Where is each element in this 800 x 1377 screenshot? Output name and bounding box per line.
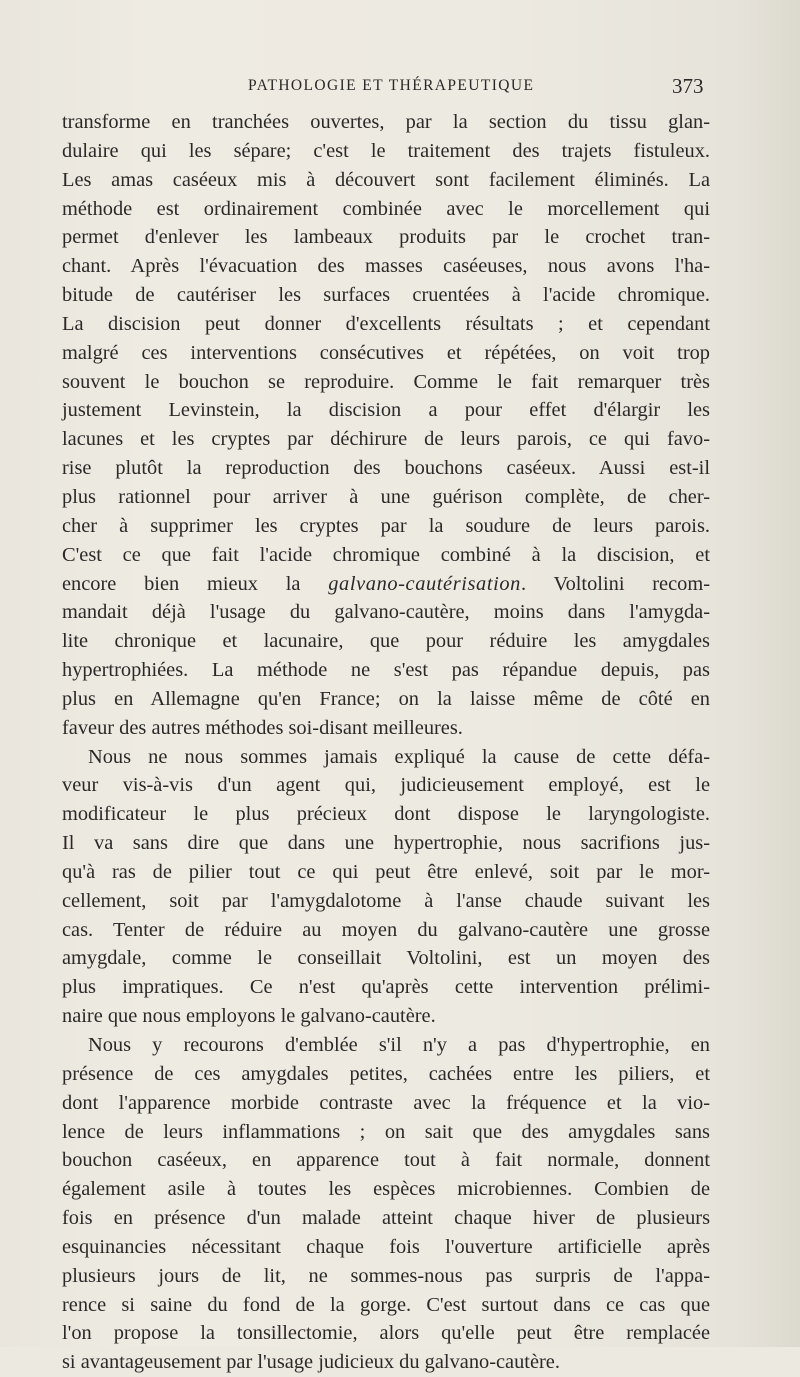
- text-line: [62, 1031, 710, 1060]
- text-line: [62, 916, 710, 945]
- line-text: Les amas caséeux mis à découvert sont facilement éliminés. La: [62, 168, 710, 191]
- line-text: rise plutôt la reproduction des bouchons caséeux. Aussi est-il: [62, 457, 710, 480]
- text-line: [62, 166, 710, 195]
- line-text: La discision peut donner d'excellents résultats ; et cependant: [62, 312, 710, 335]
- line-text: lite chronique et lacunaire, que pour réduire les amygdales: [62, 630, 710, 653]
- page-number: 373: [672, 74, 704, 98]
- text-line: [62, 1291, 710, 1320]
- line-text: justement Levinstein, la discision a pour effet d'élargir les: [62, 399, 710, 422]
- line-text: encore bien mieux la: [62, 572, 329, 595]
- text-line: [62, 1060, 710, 1089]
- line-text: esquinancies nécessitant chaque fois l'ouverture artificielle après: [62, 1235, 710, 1258]
- text-line: [62, 281, 710, 310]
- line-text: plusieurs jours de lit, ne sommes-nous pas surpris de l'appa-: [62, 1264, 710, 1287]
- text-line: [62, 800, 710, 829]
- running-title: PATHOLOGIE ET THÉRAPEUTIQUE: [248, 77, 535, 94]
- line-text: mandait déjà l'usage du galvano-cautère, moins dans l'amygda-: [62, 601, 710, 624]
- text-line: [62, 1175, 710, 1204]
- line-text: si avantageusement par l'usage judicieux du galvano-cautère.: [62, 1351, 560, 1374]
- line-text: malgré ces interventions consécutives et répétées, on voit trop: [62, 341, 710, 364]
- text-line: [62, 310, 710, 339]
- text-line: [62, 1348, 710, 1377]
- line-text: dulaire qui les sépare; c'est le traitement des trajets fistuleux.: [62, 139, 710, 162]
- text-line: [62, 656, 710, 685]
- line-text: Nous ne nous sommes jamais expliqué la cause de cette défa-: [88, 745, 710, 768]
- line-text: cher à supprimer les cryptes par la soudure de leurs parois.: [62, 514, 710, 537]
- text-line: [62, 108, 710, 137]
- line-text: plus rationnel pour arriver à une guérison complète, de cher-: [62, 485, 710, 508]
- text-line: [62, 1204, 710, 1233]
- line-text: l'on propose la tonsillectomie, alors qu'elle peut être remplacée: [62, 1322, 710, 1345]
- text-line: [62, 973, 710, 1002]
- line-text-continued: . Voltolini recom-: [520, 572, 711, 595]
- text-line: [62, 1002, 710, 1031]
- line-text: plus en Allemagne qu'en France; on la laisse même de côté en: [62, 687, 710, 710]
- text-line: [62, 1118, 710, 1147]
- line-text: souvent le bouchon se reproduire. Comme le fait remarquer très: [62, 370, 710, 393]
- text-line: [62, 252, 710, 281]
- text-line: [62, 454, 710, 483]
- line-text: chant. Après l'évacuation des masses caséeuses, nous avons l'ha-: [62, 255, 710, 278]
- line-text: rence si saine du fond de la gorge. C'est surtout dans ce cas que: [62, 1293, 710, 1316]
- paragraph: [62, 743, 710, 1031]
- text-line: [62, 1319, 710, 1348]
- line-text: plus impratiques. Ce n'est qu'après cette intervention prélimi-: [62, 976, 710, 999]
- text-line: [62, 598, 710, 627]
- line-text: qu'à ras de pilier tout ce qui peut être enlevé, soit par le mor-: [62, 860, 710, 883]
- text-line: [62, 627, 710, 656]
- text-line: [62, 1146, 710, 1175]
- text-line: [62, 714, 710, 743]
- line-text: présence de ces amygdales petites, cachées entre les piliers, et: [62, 1062, 710, 1085]
- text-line: [62, 858, 710, 887]
- text-line: [62, 396, 710, 425]
- text-line: [62, 829, 710, 858]
- text-line: [62, 570, 710, 599]
- text-line: [62, 541, 710, 570]
- italic-term: galvano-cautérisation: [328, 572, 521, 595]
- line-text: bitude de cautériser les surfaces cruentées à l'acide chromique.: [62, 284, 710, 307]
- line-text: faveur des autres méthodes soi-disant meilleures.: [62, 716, 463, 739]
- line-text: Il va sans dire que dans une hypertrophie, nous sacrifions jus-: [62, 832, 710, 855]
- line-text: amygdale, comme le conseillait Voltolini, est un moyen des: [62, 947, 710, 970]
- line-text: fois en présence d'un malade atteint chaque hiver de plusieurs: [62, 1207, 710, 1230]
- text-line: [62, 944, 710, 973]
- text-line: [62, 195, 710, 224]
- text-line: [62, 771, 710, 800]
- paragraph: [62, 1031, 710, 1377]
- body-text: [62, 108, 710, 1377]
- text-line: [62, 425, 710, 454]
- text-line: [62, 743, 710, 772]
- line-text: méthode est ordinairement combinée avec le morcellement qui: [62, 197, 710, 220]
- line-text: bouchon caséeux, en apparence tout à fait normale, donnent: [62, 1149, 710, 1172]
- line-text: modificateur le plus précieux dont dispose le laryngologiste.: [62, 803, 710, 826]
- line-text: Nous y recourons d'emblée s'il n'y a pas d'hypertrophie, en: [88, 1034, 710, 1056]
- line-text: cellement, soit par l'amygdalotome à l'anse chaude suivant les: [62, 889, 710, 912]
- text-line: [62, 1233, 710, 1262]
- line-text: lence de leurs inflammations ; on sait que des amygdales sans: [62, 1120, 710, 1143]
- text-line: [62, 483, 710, 512]
- line-text: transforme en tranchées ouvertes, par la section du tissu glan-: [62, 111, 710, 133]
- line-text: veur vis-à-vis d'un agent qui, judicieusement employé, est le: [62, 774, 710, 797]
- text-line: [62, 1089, 710, 1118]
- text-line: [62, 137, 710, 166]
- line-text: cas. Tenter de réduire au moyen du galvano-cautère une grosse: [62, 918, 710, 941]
- line-text: naire que nous employons le galvano-cautère.: [62, 1005, 436, 1028]
- text-line: [62, 368, 710, 397]
- line-text: également asile à toutes les espèces microbiennes. Combien de: [62, 1178, 710, 1201]
- line-text: hypertrophiées. La méthode ne s'est pas répandue depuis, pas: [62, 659, 710, 682]
- text-line: [62, 223, 710, 252]
- paragraph: [62, 108, 710, 743]
- text-line: [62, 512, 710, 541]
- text-line: [62, 1262, 710, 1291]
- page-header: [0, 74, 800, 100]
- text-line: [62, 887, 710, 916]
- text-line: [62, 339, 710, 368]
- line-text: permet d'enlever les lambeaux produits par le crochet tran-: [62, 226, 710, 249]
- line-text: lacunes et les cryptes par déchirure de leurs parois, ce qui favo-: [62, 428, 710, 451]
- text-line: [62, 685, 710, 714]
- line-text: dont l'apparence morbide contraste avec la fréquence et la vio-: [62, 1091, 710, 1114]
- line-text: C'est ce que fait l'acide chromique combiné à la discision, et: [62, 543, 710, 566]
